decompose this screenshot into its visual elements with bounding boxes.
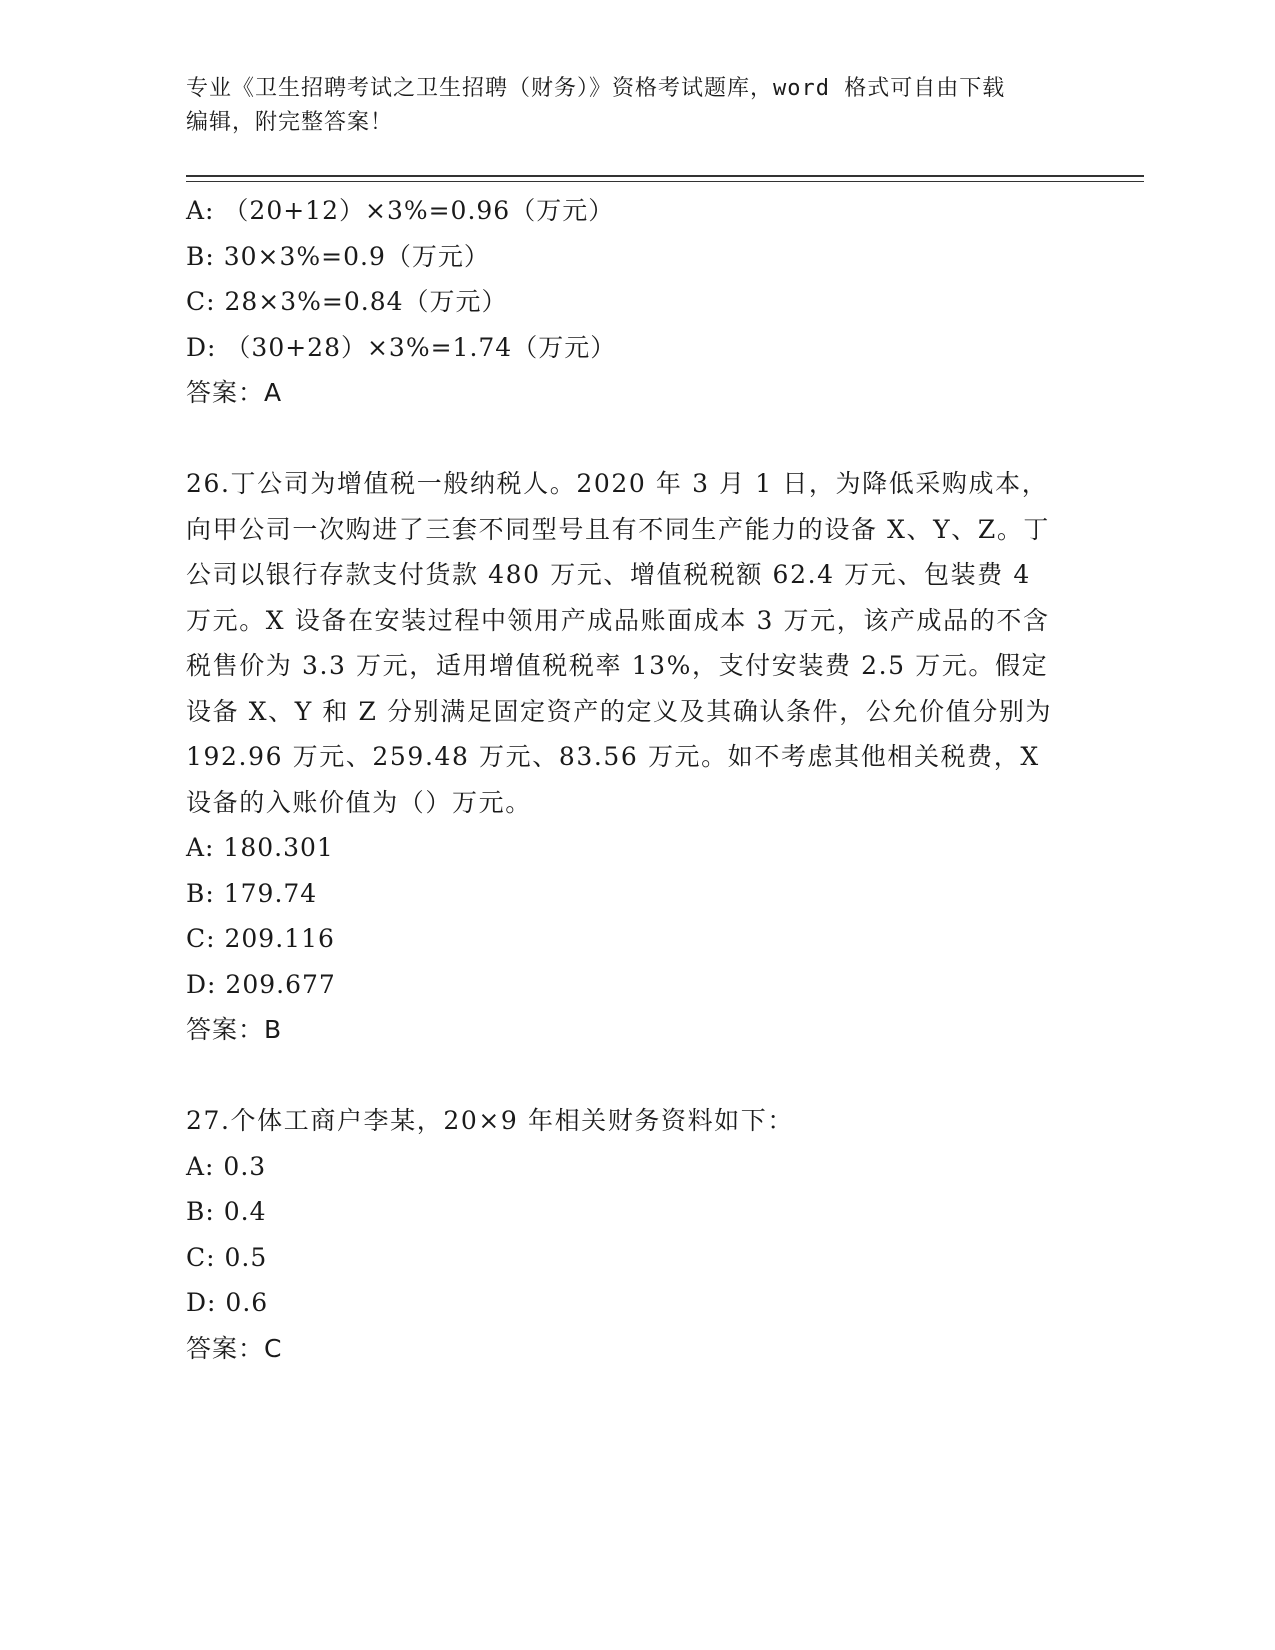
option-c: C: 0.5 (186, 1242, 268, 1272)
header-divider (186, 175, 1144, 177)
answer: 答案：C (186, 1333, 283, 1363)
header-line-1: 专业《卫生招聘考试之卫生招聘（财务）》资格考试题库，word 格式可自由下载 (186, 76, 1006, 101)
option-a: A: 180.301 (186, 833, 334, 862)
option-c: C: 28×3%=0.84（万元） (186, 287, 508, 316)
answer: 答案：A (186, 378, 283, 407)
question-27 (186, 1098, 1086, 1371)
header-line-2: 编辑，附完整答案！ (186, 110, 394, 135)
document-header (186, 72, 1086, 140)
question-25 (186, 188, 1086, 416)
spacer (186, 416, 1086, 462)
spacer (186, 1053, 1086, 1099)
question-stem: 27.个体工商户李某，20×9 年相关财务资料如下： (186, 1106, 794, 1135)
option-d: D: 209.677 (186, 969, 336, 999)
header-divider-thin (186, 181, 1144, 182)
question-list (186, 188, 1086, 1371)
question-26 (186, 461, 1086, 1053)
option-b: B: 30×3%=0.9（万元） (186, 241, 490, 271)
answer: 答案：B (186, 1015, 283, 1044)
option-c: C: 209.116 (186, 924, 335, 953)
option-d: D: 0.6 (186, 1288, 269, 1317)
question-stem: 26.丁公司为增值税一般纳税人。2020 年 3 月 1 日，为降低采购成本，向甲公司一次购进了三套不同型号且有不同生产能力的设备 X、Y、Z。丁公司以银行存款支付货款 480 万元、增值税税额 62.4 万元、包装费 4 万元。X 设备在安装过程中领用产成品账面成本 3 万元，该产成品的不含税售价为 3.3 万元，适用增值税税率 13%，支付安装费 2.5 万元。假定设备 X、Y 和 Z 分别满足固定资产的定义及其确认条件，公允价值分别为 192.96 万元、259.48 万元、83.56 万元。如不考虑其他相关税费，X 设备的入账价值为（）万元。 (186, 469, 1053, 817)
option-a: A: 0.3 (186, 1151, 267, 1181)
option-a: A: （20+12）×3%=0.96（万元） (186, 196, 615, 225)
option-b: B: 0.4 (186, 1197, 267, 1226)
option-b: B: 179.74 (186, 878, 318, 908)
option-d: D: （30+28）×3%=1.74（万元） (186, 332, 617, 362)
